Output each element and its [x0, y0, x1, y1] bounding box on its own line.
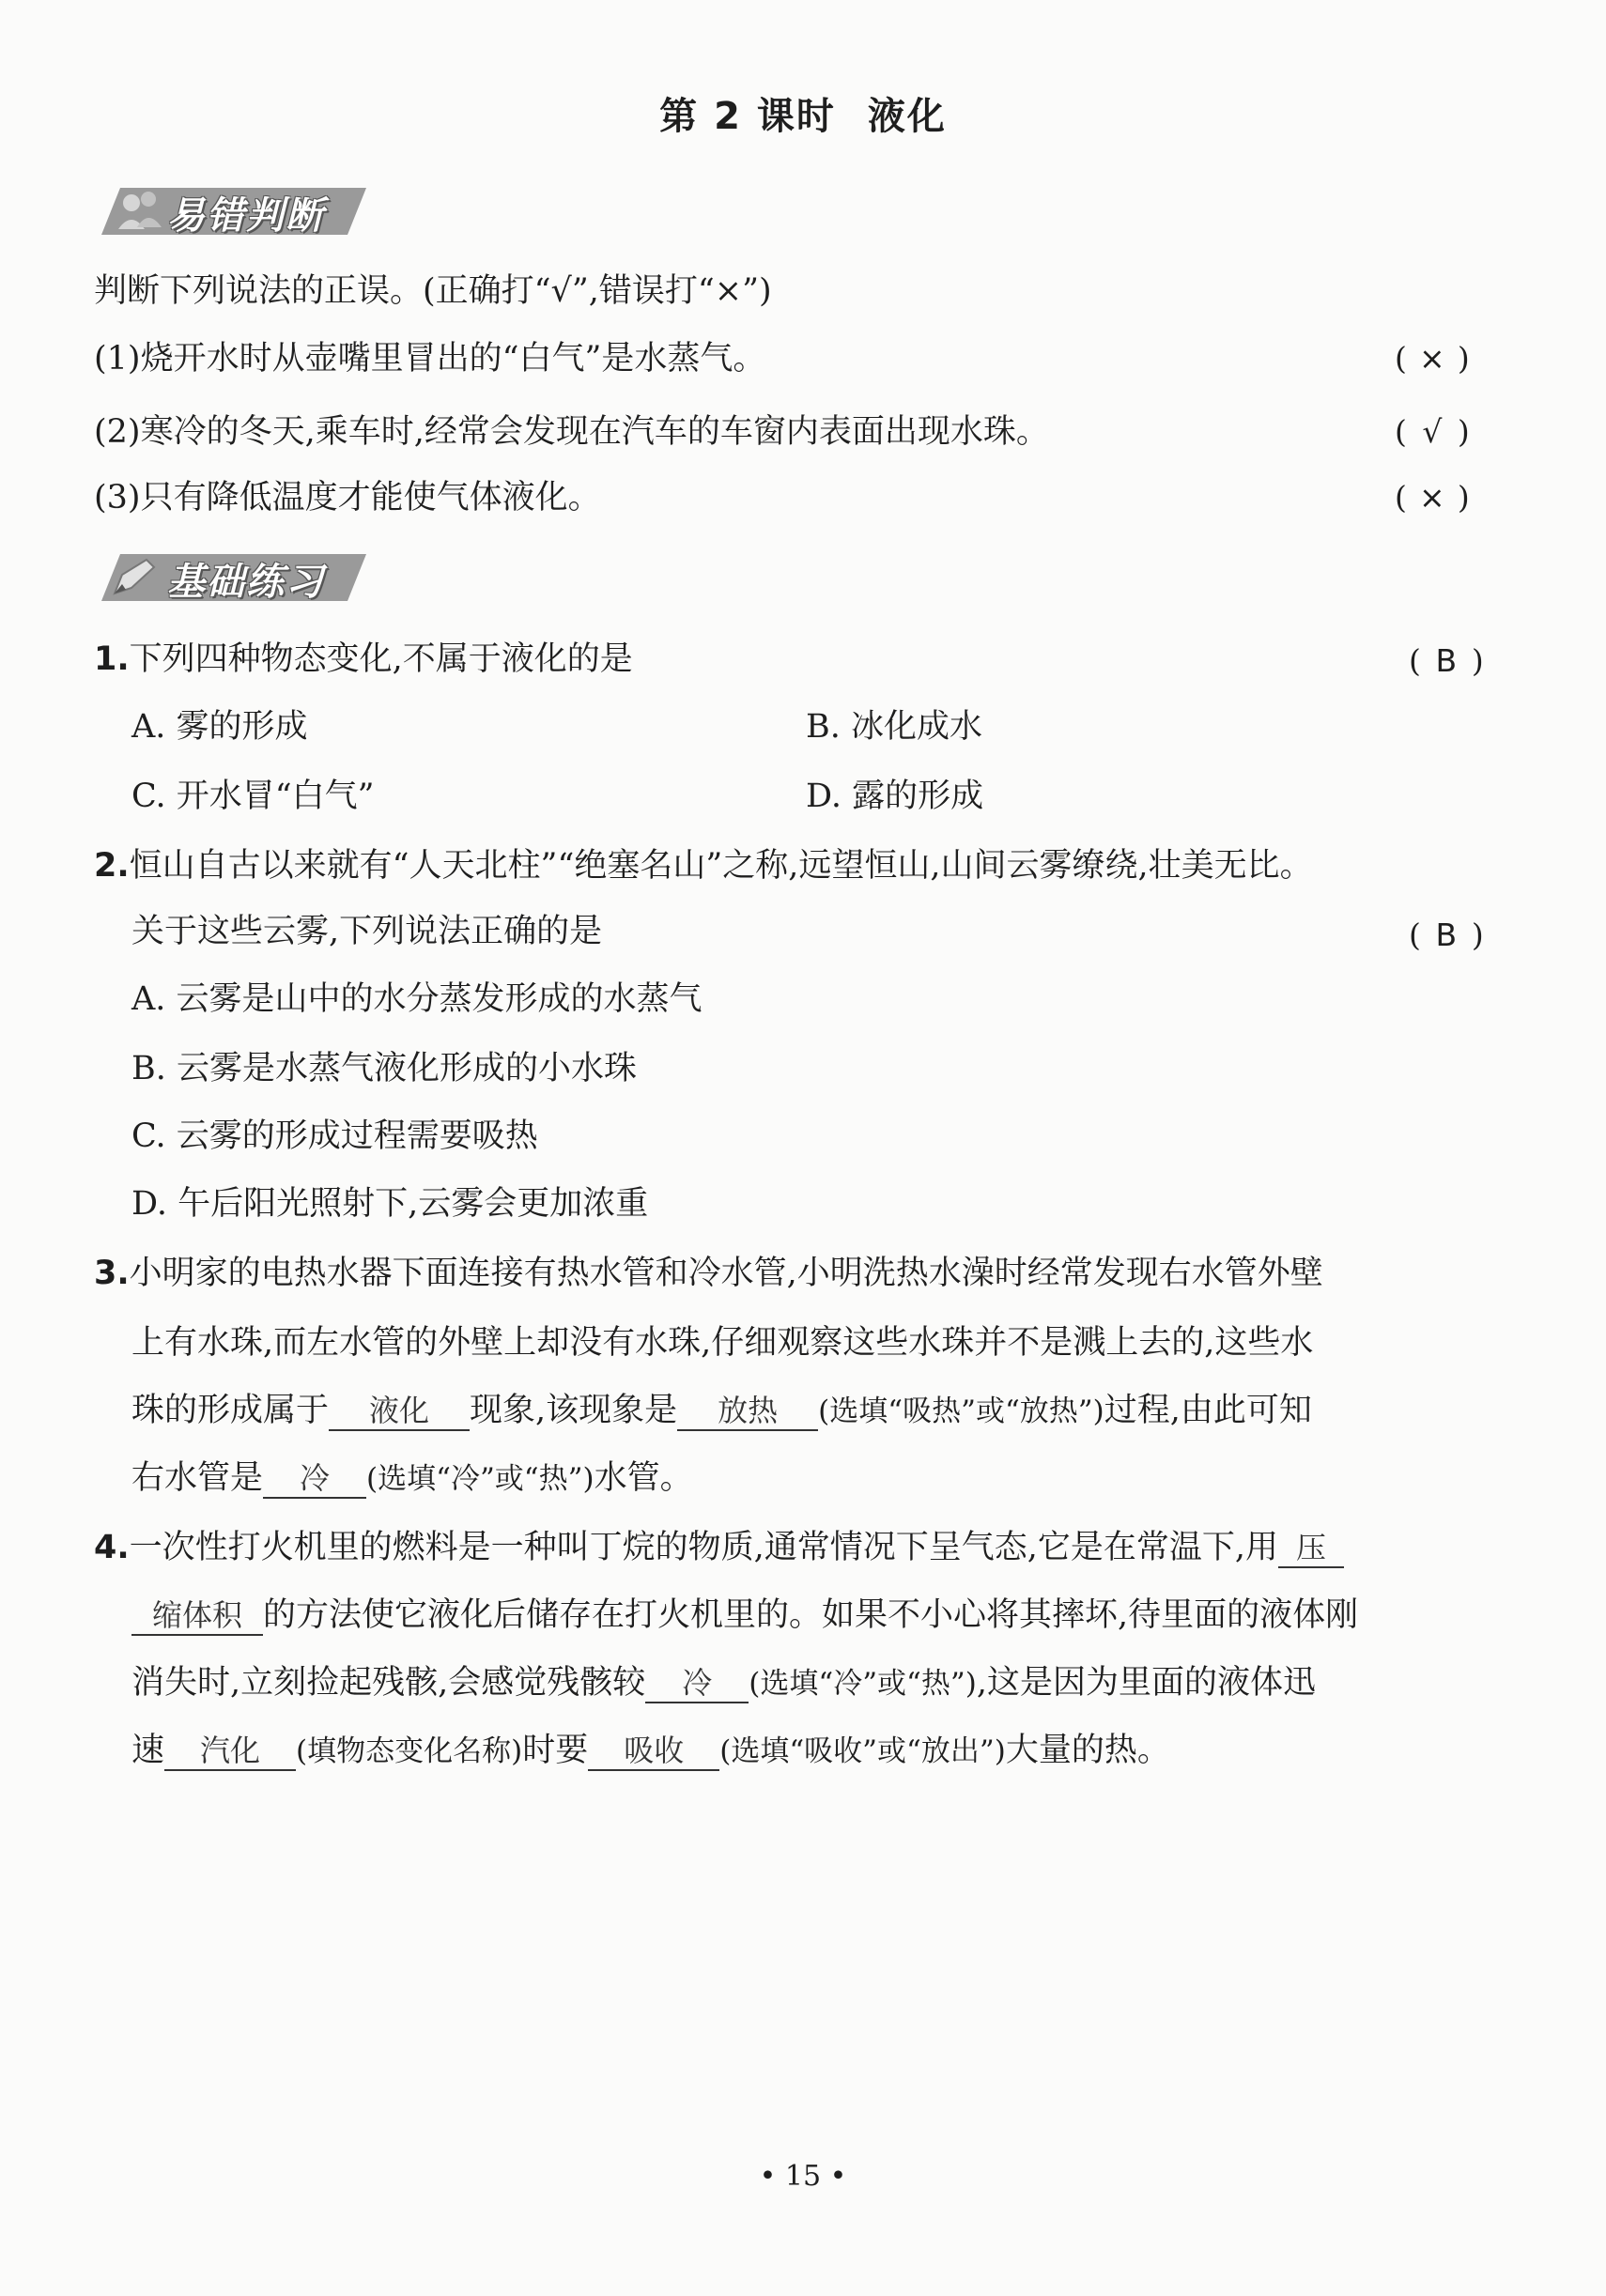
q1-option-c: C. 开水冒“白气” — [131, 778, 375, 815]
fill-blank-answer: 吸收 — [588, 1732, 719, 1771]
answer-choice: B — [1435, 642, 1458, 679]
text-segment: 的方法使它液化后储存在打火机里的。如果不小心将其摔坏,待里面的液体刚 — [263, 1596, 1359, 1634]
question-number: 4. — [94, 1529, 130, 1566]
judge-answer-2: ( √ ) — [1395, 411, 1470, 453]
text-segment: 现象,该现象是 — [470, 1392, 678, 1429]
question-4-line3 — [131, 1662, 1316, 1704]
text-segment: 速 — [131, 1732, 165, 1769]
text-segment: 过程,由此可知 — [1104, 1392, 1312, 1429]
question-text: 小明家的电热水器下面连接有热水管和冷水管,小明洗热水澡时经常发现右水管外壁 — [129, 1255, 1323, 1292]
question-number: 3. — [94, 1255, 130, 1292]
section-badge-error-judgment — [94, 180, 376, 240]
q2-option-b: B. 云雾是水蒸气液化形成的小水珠 — [131, 1050, 637, 1087]
judge-item-3: (3)只有降低温度才能使气体液化。 — [94, 479, 601, 516]
question-2-stem-line2: 关于这些云雾,下列说法正确的是 — [131, 913, 603, 950]
page-number: • 15 • — [759, 2160, 847, 2193]
question-4-line2 — [131, 1595, 1358, 1636]
question-4-line4 — [131, 1730, 1170, 1772]
hint-text: (选填“冷”或“热”) — [749, 1667, 977, 1701]
question-1-answer: ( B ) — [1409, 640, 1484, 682]
fill-blank-answer: 放热 — [677, 1392, 818, 1431]
fill-blank-answer: 冷 — [263, 1459, 366, 1499]
section-badge-basic-practice — [94, 547, 376, 607]
question-3-line4 — [131, 1457, 693, 1500]
lesson-title — [0, 86, 1606, 140]
question-number: 2. — [94, 847, 130, 885]
hint-text: (选填“吸热”或“放热”) — [818, 1395, 1104, 1428]
q1-option-d: D. 露的形成 — [806, 778, 984, 815]
fill-blank-answer: 汽化 — [164, 1732, 296, 1771]
question-2-answer: ( B ) — [1409, 915, 1484, 956]
lesson-topic: 液化 — [867, 95, 947, 138]
question-2-stem-line1 — [94, 845, 1313, 886]
section-title: 易错判断 — [167, 194, 325, 238]
text-segment: 消失时,立刻捡起残骸,会感觉残骸较 — [131, 1664, 646, 1702]
answer-mark: √ — [1422, 413, 1443, 450]
question-text: 下列四种物态变化,不属于液化的是 — [129, 640, 633, 678]
q1-option-b: B. 冰化成水 — [806, 708, 982, 746]
judge-item-2: (2)寒冷的冬天,乘车时,经常会发现在汽车的车窗内表面出现水珠。 — [94, 413, 1049, 451]
judge-answer-3: ( × ) — [1395, 477, 1470, 518]
hint-text: (选填“吸收”或“放出”) — [719, 1734, 1006, 1768]
question-3-line2: 上有水珠,而左水管的外壁上却没有水珠,仔细观察这些水珠并不是溅上去的,这些水 — [131, 1324, 1314, 1362]
hint-text: (填物态变化名称) — [296, 1734, 523, 1768]
judge-instruction: 判断下列说法的正误。(正确打“√”,错误打“×”) — [94, 272, 772, 310]
text-segment: 大量的热。 — [1005, 1732, 1170, 1769]
judge-answer-1: ( × ) — [1395, 338, 1470, 379]
fill-blank-answer: 液化 — [329, 1392, 470, 1431]
fill-blank-answer: 缩体积 — [131, 1596, 263, 1636]
hint-text: (选填“冷”或“热”) — [366, 1462, 595, 1496]
fill-blank-answer: 压 — [1278, 1529, 1344, 1568]
text-segment: 右水管是 — [131, 1459, 264, 1497]
answer-mark: × — [1419, 479, 1445, 516]
answer-choice: B — [1435, 917, 1458, 953]
q2-option-c: C. 云雾的形成过程需要吸热 — [131, 1117, 538, 1155]
question-number: 1. — [94, 640, 130, 678]
text-segment: ,这是因为里面的液体迅 — [976, 1664, 1316, 1702]
q1-option-a: A. 雾的形成 — [131, 708, 308, 746]
answer-mark: × — [1419, 340, 1445, 377]
section-title: 基础练习 — [167, 561, 325, 604]
fill-blank-answer: 冷 — [645, 1664, 749, 1703]
question-1-stem — [94, 639, 633, 680]
text-segment: 珠的形成属于 — [131, 1392, 330, 1429]
question-4-line1 — [94, 1527, 1344, 1568]
question-3-line3 — [131, 1390, 1312, 1432]
question-3-line1 — [94, 1253, 1323, 1294]
judge-item-1: (1)烧开水时从壶嘴里冒出的“白气”是水蒸气。 — [94, 340, 766, 378]
lesson-number: 第 2 课时 — [659, 95, 836, 138]
q2-option-d: D. 午后阳光照射下,云雾会更加浓重 — [131, 1185, 649, 1223]
question-text: 恒山自古以来就有“人天北柱”“绝塞名山”之称,远望恒山,山间云雾缭绕,壮美无比。 — [129, 847, 1313, 885]
q2-option-a: A. 云雾是山中的水分蒸发形成的水蒸气 — [131, 980, 703, 1018]
question-text: 一次性打火机里的燃料是一种叫丁烷的物质,通常情况下呈气态,它是在常温下,用 — [129, 1529, 1279, 1566]
text-segment: 水管。 — [594, 1459, 693, 1497]
text-segment: 时要 — [522, 1732, 589, 1769]
